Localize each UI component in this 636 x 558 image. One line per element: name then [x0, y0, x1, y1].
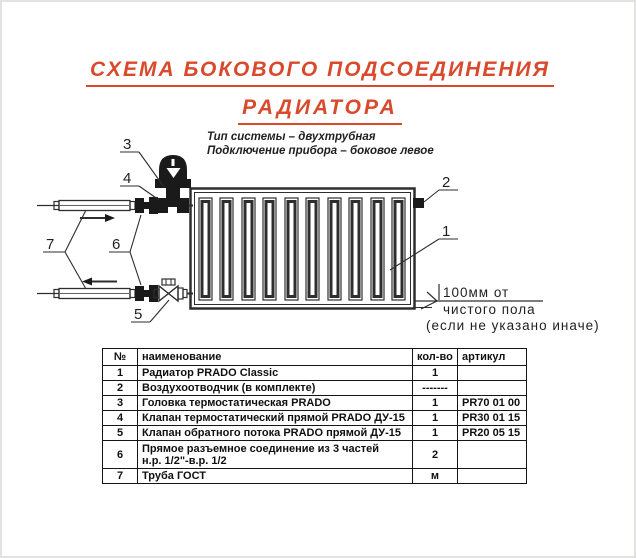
cell-qty: 1 [413, 396, 458, 411]
air-vent [413, 198, 424, 208]
union-fitting-top [135, 197, 158, 214]
table-row [103, 411, 527, 426]
radiator [191, 189, 415, 309]
cell-article: PR70 01 00 [458, 396, 527, 411]
table-row [103, 441, 527, 469]
header-num: № [103, 349, 138, 366]
header-article: артикул [458, 349, 527, 366]
cell-qty: 2 [413, 441, 458, 469]
cell-qty: 1 [413, 366, 458, 381]
cell-num: 7 [103, 469, 138, 484]
cell-name: Труба ГОСТ [138, 469, 413, 484]
callout-7 [43, 210, 86, 289]
dimension-text-line2: чистого пола [443, 302, 536, 317]
cell-article [458, 366, 527, 381]
note-connection: Подключение прибора – боковое левое [207, 145, 434, 157]
header-name: наименование [138, 349, 413, 366]
table-header-row [103, 349, 527, 366]
cell-qty: м [413, 469, 458, 484]
cell-name [138, 441, 413, 469]
callout-label: 5 [134, 306, 143, 323]
cell-num: 1 [103, 366, 138, 381]
table-row [103, 396, 527, 411]
table-row [103, 381, 527, 396]
callout-label: 3 [123, 136, 132, 153]
parts-table [102, 348, 527, 484]
flow-arrow-return [82, 278, 117, 286]
cell-num: 3 [103, 396, 138, 411]
cell-qty: 1 [413, 426, 458, 441]
header-qty: кол-во [413, 349, 458, 366]
page-title [2, 58, 636, 125]
callout-4 [120, 170, 159, 200]
return-pipe [37, 289, 135, 299]
callout-5 [131, 300, 169, 323]
title-line-1: СХЕМА БОКОВОГО ПОДСОЕДИНЕНИЯ [86, 58, 554, 87]
callout-2 [424, 174, 458, 202]
radiator-connection-diagram [2, 2, 636, 342]
table-row [103, 426, 527, 441]
cell-article [458, 381, 527, 396]
cell-article [458, 441, 527, 469]
thermostatic-valve [158, 186, 193, 213]
cell-name-line1: Прямое разъемное соединение из 3 частей [142, 442, 380, 455]
cell-qty: ------- [413, 381, 458, 396]
cell-name: Радиатор PRADO Classic [138, 366, 413, 381]
dimension-text-line3: (если не указано иначе) [426, 318, 600, 333]
cell-name: Головка термостатическая PRADO [138, 396, 413, 411]
thermostatic-head [155, 155, 191, 188]
cell-num: 5 [103, 426, 138, 441]
cell-name-line2: н.р. 1/2"-в.р. 1/2 [142, 454, 227, 467]
floor-dimension [413, 284, 600, 333]
cell-article: PR30 01 15 [458, 411, 527, 426]
cell-num: 4 [103, 411, 138, 426]
cell-name: Воздухоотводчик (в комплекте) [138, 381, 413, 396]
note-system-type: Тип системы – двухтрубная [207, 131, 376, 143]
callout-label: 4 [123, 170, 132, 187]
cell-qty: 1 [413, 411, 458, 426]
cell-num: 2 [103, 381, 138, 396]
callout-label: 7 [46, 236, 55, 253]
supply-pipe [37, 201, 135, 211]
cell-name: Клапан обратного потока PRADO прямой ДУ-15 [138, 426, 413, 441]
callout-6 [109, 215, 141, 285]
callout-label: 2 [442, 174, 451, 191]
cell-article: PR20 05 15 [458, 426, 527, 441]
return-valve [154, 279, 193, 301]
flow-arrow-supply [80, 214, 115, 222]
callout-label: 1 [442, 223, 451, 240]
cell-article [458, 469, 527, 484]
callout-label: 6 [112, 236, 121, 253]
title-line-2: РАДИАТОРА [238, 96, 402, 125]
table-row [103, 469, 527, 484]
dimension-text-line1: 100мм от [443, 285, 510, 300]
cell-name: Клапан термостатический прямой PRADO ДУ-15 [138, 411, 413, 426]
cell-num: 6 [103, 441, 138, 469]
table-row [103, 366, 527, 381]
